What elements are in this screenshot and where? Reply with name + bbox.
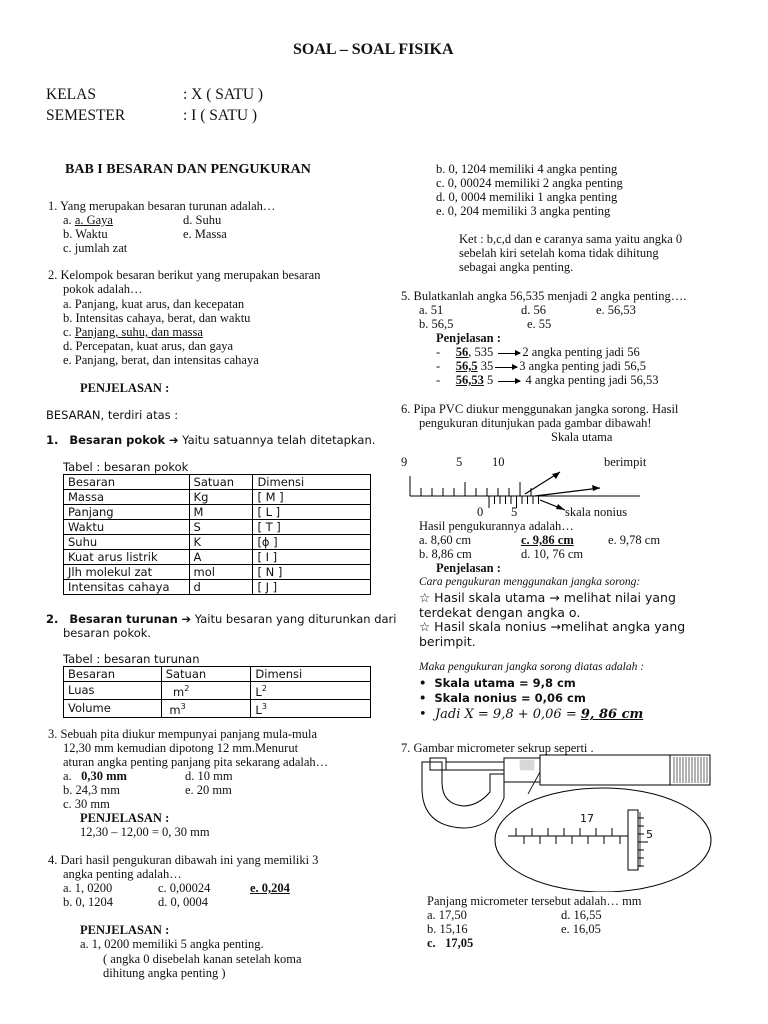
arrow-icon: ➔: [168, 433, 179, 447]
q3-option-e: e. 20 mm: [185, 783, 232, 797]
q4-exp-e: e. 0, 204 memiliki 3 angka penting: [436, 204, 611, 218]
pokok-term: Besaran pokok: [69, 433, 166, 447]
q1-option-e: e. Massa: [183, 227, 227, 241]
q6-stem: 6. Pipa PVC diukur menggunakan jangka sorong. Hasil: [401, 402, 679, 416]
table-row: [64, 580, 371, 595]
turunan-num: 2.: [46, 612, 59, 626]
q6-maka: Maka pengukuran jangka sorong diatas adalah :: [419, 661, 645, 673]
skala-utama-label: Skala utama: [551, 430, 613, 444]
arrow-icon: [498, 353, 520, 354]
q6-step-2: ☆ Hasil skala nonius →melihat angka yang: [419, 619, 686, 634]
table-cell: mol: [189, 565, 253, 580]
q3-stem: 3. Sebuah pita diukur mempunyai panjang mula-mula: [48, 727, 318, 741]
q6-jadi: • Jadi X = 9,8 + 0,06 = 9, 86 cm: [419, 707, 644, 722]
table-header-row: [64, 475, 371, 490]
table-row: [64, 565, 371, 580]
besaran-turunan-def: [46, 612, 396, 626]
table-row: [64, 520, 371, 535]
q3-stem-2: 12,30 mm kemudian dipotong 12 mm.Menurut: [63, 741, 299, 755]
q2-stem: 2. Kelompok besaran berikut yang merupakan besaran: [48, 268, 321, 282]
q6-step-1: ☆ Hasil skala utama → melihat nilai yang: [419, 590, 676, 605]
q5-option-e: e. 56,53: [596, 303, 636, 317]
q4-stem-2: angka penting adalah…: [63, 867, 182, 881]
table-cell: K: [189, 535, 253, 550]
turunan-luas-dimensi: $L^2$: [251, 682, 371, 700]
q1-option-a: a. a. Gaya: [63, 213, 113, 227]
q4-penjelasan: PENJELASAN :: [80, 923, 170, 937]
table-cell: [ M ]: [253, 490, 371, 505]
q5-stem: 5. Bulatkanlah angka 56,535 menjadi 2 angka penting….: [401, 289, 687, 303]
q3-calc: 12,30 – 12,00 = 0, 30 mm: [80, 825, 210, 839]
arrow-icon: →: [549, 590, 560, 605]
q1-option-d: d. Suhu: [183, 213, 222, 227]
table-cell: A: [189, 550, 253, 565]
mikrometer-diagram: [408, 752, 713, 892]
q2-option-e: e. Panjang, berat, dan intensitas cahaya: [63, 353, 259, 367]
arrow-icon: →: [550, 619, 561, 634]
q6-step-2-2: berimpit.: [419, 634, 476, 649]
tabel-pokok-title: Tabel : besaran pokok: [63, 460, 189, 474]
table-cell: Massa: [64, 490, 190, 505]
turunan-head-besaran: Besaran: [64, 667, 162, 682]
q1-option-b: b. Waktu: [63, 227, 108, 241]
q4-option-e: e. 0,204: [250, 881, 290, 895]
q3-option-a: a. 0,30 mm: [63, 769, 127, 783]
q2-penjelasan: PENJELASAN :: [80, 381, 170, 395]
q2-stem-2: pokok adalah…: [63, 282, 143, 296]
berimpit-label: berimpit: [604, 455, 647, 469]
q6-hasil: Hasil pengukurannya adalah…: [419, 519, 574, 533]
turunan-luas-satuan: $m^2$: [161, 682, 251, 700]
q5-option-d: d. 56: [521, 303, 546, 317]
q3-stem-3: aturan angka penting panjang pita sekarang adalah…: [63, 755, 329, 769]
q6-cara: Cara pengukuran menggunakan jangka sorong:: [419, 576, 641, 588]
q6-stem-2: pengukuran ditunjukan pada gambar dibawah!: [419, 416, 652, 430]
table-cell: [ϕ ]: [253, 535, 371, 550]
q7-option-b: b. 15,16: [427, 922, 468, 936]
q4-exp-d: d. 0, 0004 memiliki 1 angka penting: [436, 190, 618, 204]
table-cell: Jlh molekul zat: [64, 565, 190, 580]
table-cell: Suhu: [64, 535, 190, 550]
q5-option-e2: e. 55: [527, 317, 552, 331]
turunan-desc: Yaitu besaran yang diturunkan dari: [194, 612, 397, 626]
scale-label-10: 10: [492, 455, 505, 469]
q4-option-c: c. 0,00024: [158, 881, 211, 895]
turunan-volume-satuan: $m^3$: [161, 699, 251, 717]
nonius-label-0: 0: [477, 505, 484, 519]
q2-option-c-label: c.: [63, 325, 72, 339]
q4-ket-3: sebagai angka penting.: [459, 260, 574, 274]
table-row: [64, 550, 371, 565]
q4-exp-b: b. 0, 1204 memiliki 4 angka penting: [436, 162, 618, 176]
table-cell: Panjang: [64, 505, 190, 520]
q6-option-a: a. 8,60 cm: [419, 533, 472, 547]
semester-label: SEMESTER: [46, 107, 126, 124]
table-cell: M: [189, 505, 253, 520]
table-cell: Besaran: [64, 475, 190, 490]
besaran-pokok-def: [46, 433, 375, 447]
kelas-label: KELAS: [46, 86, 96, 103]
arrow-icon: [498, 381, 520, 382]
q4-stem: 4. Dari hasil pengukuran dibawah ini yang memiliki 3: [48, 853, 319, 867]
turunan-volume: Volume: [64, 699, 162, 717]
q5-option-a: a. 51: [419, 303, 444, 317]
table-cell: [ J ]: [253, 580, 371, 595]
arrow-icon: ➔: [181, 612, 192, 626]
q5-round-1: - 56, 535 2 angka penting jadi 56: [436, 345, 640, 359]
table-cell: Waktu: [64, 520, 190, 535]
q6-option-b: b. 8,86 cm: [419, 547, 472, 561]
q4-ket: Ket : b,c,d dan e caranya sama yaitu angka 0: [459, 232, 683, 246]
q4-option-b: b. 0, 1204: [63, 895, 113, 909]
table-cell: [ T ]: [253, 520, 371, 535]
q4-exp-c: c. 0, 00024 memiliki 2 angka penting: [436, 176, 623, 190]
mikrometer-label-17: 17: [580, 812, 594, 825]
table-cell: Satuan: [189, 475, 253, 490]
q6-option-c: c. 9,86 cm: [521, 533, 574, 547]
q6-penjelasan: Penjelasan :: [436, 561, 501, 575]
table-cell: Kuat arus listrik: [64, 550, 190, 565]
q4-ket-2: sebelah kiri setelah koma tidak dihitung: [459, 246, 659, 260]
q7-stem: 7. Gambar micrometer sekrup seperti .: [401, 741, 594, 755]
tabel-turunan-title: Tabel : besaran turunan: [63, 652, 200, 666]
q1-option-c: c. jumlah zat: [63, 241, 128, 255]
q1-option-a-text: a. Gaya: [74, 213, 113, 227]
scale-label-9: 9: [401, 455, 408, 469]
besaran-heading: BESARAN, terdiri atas :: [46, 408, 179, 422]
q2-option-c: [63, 325, 203, 340]
table-row: [64, 490, 371, 505]
table-row: [64, 505, 371, 520]
q2-option-c-text: Panjang, suhu, dan massa: [74, 325, 203, 339]
pokok-num: 1.: [46, 433, 59, 447]
q3-option-c: c. 30 mm: [63, 797, 110, 811]
q2-option-a: a. Panjang, kuat arus, dan kecepatan: [63, 297, 245, 311]
page-title: SOAL – SOAL FISIKA: [293, 41, 454, 58]
q7-option-a: a. 17,50: [427, 908, 467, 922]
chapter-heading: BAB I BESARAN DAN PENGUKURAN: [65, 162, 311, 177]
q1-stem: 1. Yang merupakan besaran turunan adalah…: [48, 199, 276, 213]
q5-option-b: b. 56,5: [419, 317, 454, 331]
q6-bullet-2: • Skala nonius = 0,06 cm: [419, 691, 586, 705]
table-cell: Intensitas cahaya: [64, 580, 190, 595]
q6-step-1-2: terdekat dengan angka o.: [419, 605, 581, 620]
q5-round-3: - 56,53 5 4 angka penting jadi 56,53: [436, 373, 659, 387]
q4-option-d: d. 0, 0004: [158, 895, 208, 909]
turunan-volume-dimensi: $L^3$: [251, 699, 371, 717]
q5-penjelasan: Penjelasan :: [436, 331, 501, 345]
semester-value: : I ( SATU ): [183, 107, 258, 124]
turunan-head-dimensi: Dimensi: [251, 667, 371, 682]
table-cell: [ I ]: [253, 550, 371, 565]
arrow-icon: [495, 367, 517, 368]
q4-exp-a: a. 1, 0200 memiliki 5 angka penting.: [80, 937, 264, 951]
table-cell: S: [189, 520, 253, 535]
q3-penjelasan: PENJELASAN :: [80, 811, 170, 825]
table-cell: Kg: [189, 490, 253, 505]
tabel-besaran-turunan: [63, 666, 371, 718]
turunan-desc-2: besaran pokok.: [63, 626, 152, 640]
table-cell: [ N ]: [253, 565, 371, 580]
q4-option-a: a. 1, 0200: [63, 881, 113, 895]
q6-bullet-1: • Skala utama = 9,8 cm: [419, 676, 576, 690]
q3-option-d: d. 10 mm: [185, 769, 233, 783]
tabel-besaran-pokok: [63, 474, 371, 595]
scale-label-5: 5: [456, 455, 463, 469]
q6-option-d: d. 10, 76 cm: [521, 547, 584, 561]
q7-option-e: e. 16,05: [561, 922, 601, 936]
pokok-desc: Yaitu satuannya telah ditetapkan.: [182, 433, 376, 447]
q2-option-b: b. Intensitas cahaya, berat, dan waktu: [63, 311, 251, 325]
q4-exp-a-2: ( angka 0 disebelah kanan setelah koma: [103, 952, 302, 966]
q2-option-d: d. Percepatan, kuat arus, dan gaya: [63, 339, 234, 353]
table-row: [64, 535, 371, 550]
table-cell: d: [189, 580, 253, 595]
nonius-label-5: 5: [511, 505, 518, 519]
turunan-term: Besaran turunan: [69, 612, 178, 626]
q3-option-b: b. 24,3 mm: [63, 783, 120, 797]
q7-option-c: c. 17,05: [427, 936, 474, 950]
turunan-luas: Luas: [64, 682, 162, 700]
mikrometer-label-5: 5: [646, 828, 653, 841]
kelas-value: : X ( SATU ): [183, 86, 264, 103]
table-cell: [ L ]: [253, 505, 371, 520]
table-cell: Dimensi: [253, 475, 371, 490]
q5-round-2: - 56,5 35 3 angka penting jadi 56,5: [436, 359, 647, 373]
skala-nonius-label: skala nonius: [565, 505, 628, 519]
q7-option-d: d. 16,55: [561, 908, 602, 922]
q4-exp-a-3: dihitung angka penting ): [103, 966, 226, 980]
q7-question: Panjang micrometer tersebut adalah… mm: [427, 894, 642, 908]
q6-option-e: e. 9,78 cm: [608, 533, 661, 547]
turunan-head-satuan: Satuan: [161, 667, 251, 682]
